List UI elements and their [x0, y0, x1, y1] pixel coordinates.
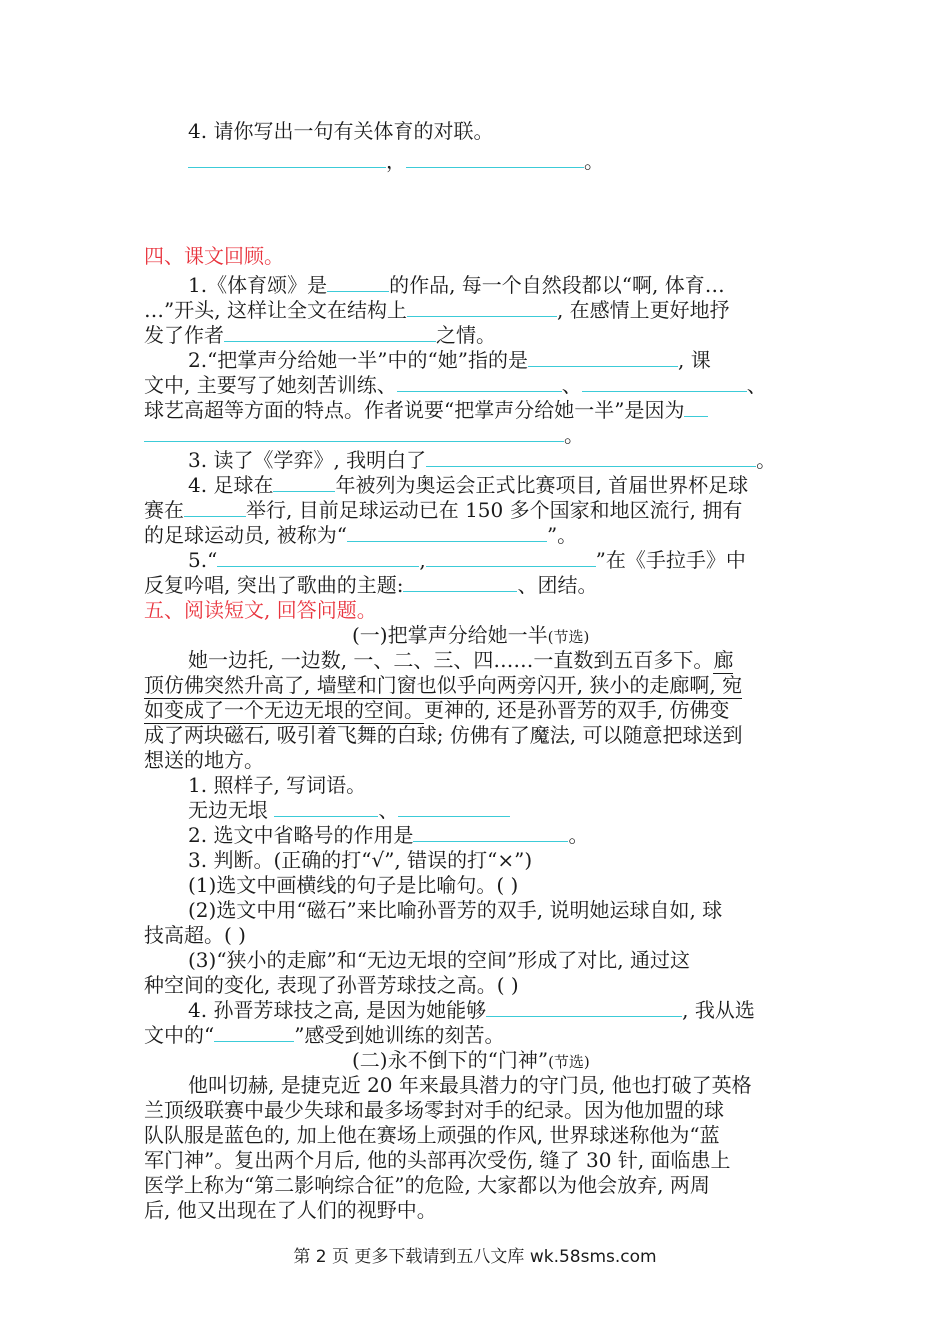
passage-1-line3: 如变成了一个无边无垠的空间。更神的, 还是孙晋芳的双手, 仿佛变: [144, 698, 730, 722]
answer-blank[interactable]: [406, 149, 584, 168]
p1-question-1: 1. 照样子, 写词语。: [188, 773, 367, 797]
passage-1-line1: 她一边托, 一边数, 一、二、三、四……一直数到五百多下。廊: [188, 648, 734, 672]
passage-1-line2: 顶仿佛突然升高了, 墙壁和门窗也似乎向两旁闪开, 狭小的走廊啊, 宛: [144, 673, 743, 697]
page-footer: 第 2 页 更多下载请到五八文库 wk.58sms.com: [293, 1247, 657, 1267]
answer-blank[interactable]: [413, 823, 568, 842]
section-5-heading: 五、阅读短文, 回答问题。: [144, 598, 377, 622]
s4-q5-line1: 5.“ , ”在《手拉手》中: [188, 548, 746, 572]
p1-question-3-2b: 技高超。( ): [144, 923, 246, 947]
answer-blank[interactable]: [403, 573, 517, 592]
answer-blank[interactable]: [188, 149, 386, 168]
p1-question-3-2a: (2)选文中用“磁石”来比喻孙晋芳的双手, 说明她运球自如, 球: [188, 898, 723, 922]
s4-q4-line1: 4. 足球在 年被列为奥运会正式比赛项目, 首届世界杯足球: [188, 473, 749, 497]
s4-q1-line3: 发了作者 之情。: [144, 323, 496, 347]
s4-q5-line2: 反复吟唱, 突出了歌曲的主题: 、团结。: [144, 573, 598, 597]
p1-question-1-answer: 无边无垠 、: [188, 796, 510, 824]
passage-1-title: (一)把掌声分给她一半(节选): [352, 623, 590, 647]
answer-blank[interactable]: [327, 273, 389, 292]
q4-answer-line: ， 。: [188, 147, 604, 175]
passage-2-line4: 军门神”。复出两个月后, 他的头部再次受伤, 缝了 30 针, 面临患上: [144, 1148, 731, 1172]
p1-question-3: 3. 判断。(正确的打“√”, 错误的打“×”): [188, 848, 533, 872]
passage-2-line3: 队队服是蓝色的, 加上他在赛场上顽强的作风, 世界球迷称他为“蓝: [144, 1123, 720, 1147]
answer-blank[interactable]: [398, 798, 510, 817]
answer-blank[interactable]: [144, 423, 564, 442]
s4-q4-line2: 赛在 举行, 目前足球运动已在 150 多个国家和地区流行, 拥有: [144, 498, 743, 522]
answer-blank[interactable]: [224, 323, 436, 342]
passage-1-line5: 想送的地方。: [144, 748, 264, 772]
passage-2-line2: 兰顶级联赛中最少失球和最多场零封对手的纪录。因为他加盟的球: [144, 1098, 724, 1122]
passage-2-line6: 后, 他又出现在了人们的视野中。: [144, 1198, 437, 1222]
p1-question-3-1: (1)选文中画横线的句子是比喻句。( ): [188, 873, 519, 897]
s4-q1-line1: 1.《体育颂》是 的作品, 每一个自然段都以“啊, 体育…: [188, 273, 725, 297]
s4-q2-line3: 球艺高超等方面的特点。作者说要“把掌声分给她一半”是因为: [144, 396, 708, 424]
answer-blank[interactable]: [217, 548, 419, 567]
q4-prompt: 4. 请你写出一句有关体育的对联。: [188, 119, 494, 143]
passage-2-line1: 他叫切赫, 是捷克近 20 年来最具潜力的守门员, 他也打破了英格: [188, 1073, 752, 1097]
p1-question-4-line1: 4. 孙晋芳球技之高, 是因为她能够 , 我从选: [188, 998, 755, 1022]
answer-blank[interactable]: [273, 473, 335, 492]
s4-q2-line1: 2.“把掌声分给她一半”中的“她”指的是 , 课: [188, 348, 711, 372]
passage-2-line5: 医学上称为“第二影响综合征”的危险, 大家都以为他会放弃, 两周: [144, 1173, 710, 1197]
p1-question-3-3b: 种空间的变化, 表现了孙晋芳球技之高。( ): [144, 973, 519, 997]
answer-blank[interactable]: [407, 298, 557, 317]
answer-blank[interactable]: [184, 498, 246, 517]
p1-question-2: 2. 选文中省略号的作用是 。: [188, 823, 589, 847]
answer-blank[interactable]: [684, 398, 708, 417]
answer-blank[interactable]: [528, 348, 678, 367]
answer-blank[interactable]: [347, 523, 547, 542]
answer-blank[interactable]: [486, 998, 682, 1017]
section-4-heading: 四、课文回顾。: [144, 244, 284, 268]
s4-q3-line1: 3. 读了《学弈》, 我明白了 。: [188, 448, 777, 472]
s4-q2-line4: 。: [144, 421, 584, 449]
s4-q4-line3: 的足球运动员, 被称为“ ”。: [144, 523, 578, 547]
s4-q2-line2: 文中, 主要写了她刻苦训练、 、 、: [144, 373, 767, 397]
answer-blank[interactable]: [214, 1023, 294, 1042]
answer-blank[interactable]: [426, 548, 596, 567]
answer-blank[interactable]: [426, 448, 756, 467]
s4-q1-line2: …”开头, 这样让全文在结构上 , 在感情上更好地抒: [144, 298, 730, 322]
passage-1-line4: 成了两块磁石, 吸引着飞舞的白球; 仿佛有了魔法, 可以随意把球送到: [144, 723, 743, 747]
answer-blank[interactable]: [582, 373, 747, 392]
p1-question-3-3a: (3)“狭小的走廊”和“无边无垠的空间”形成了对比, 通过这: [188, 948, 690, 972]
p1-question-4-line2: 文中的“ ”感受到她训练的刻苦。: [144, 1023, 505, 1047]
passage-2-title: (二)永不倒下的“门神”(节选): [352, 1048, 590, 1072]
answer-blank[interactable]: [274, 798, 378, 817]
answer-blank[interactable]: [397, 373, 562, 392]
